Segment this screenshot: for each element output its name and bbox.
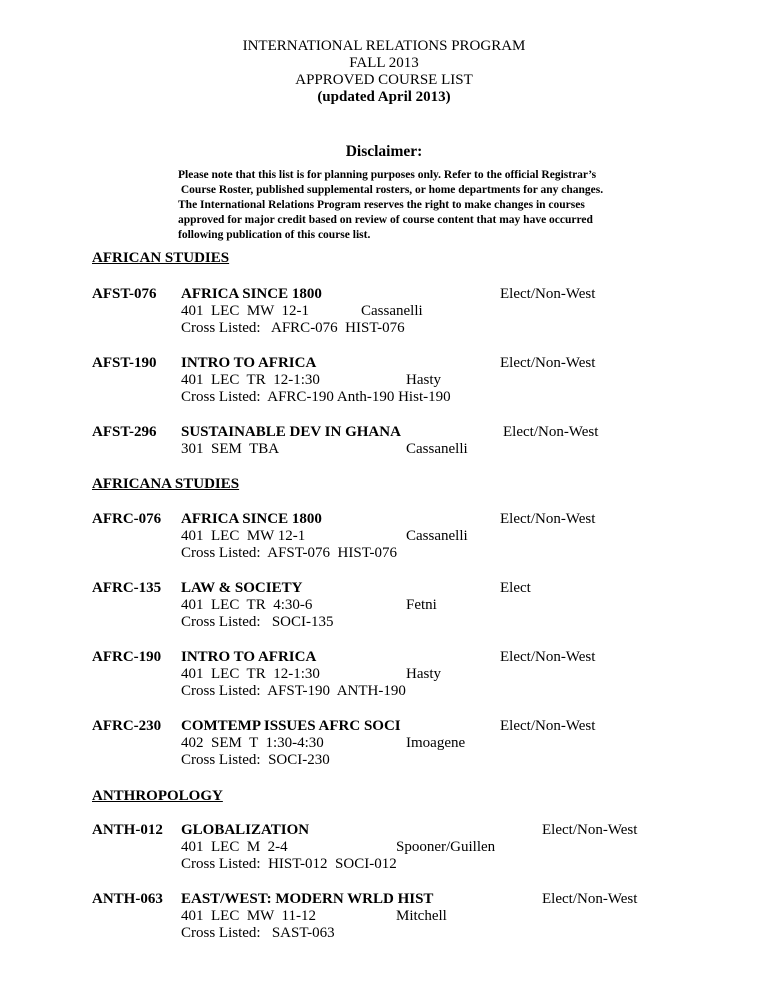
course-details: 401 LEC MW 11-12 xyxy=(181,908,316,924)
course-instructor: Fetni xyxy=(406,597,437,613)
disclaimer-line: Course Roster, published supplemental rosters, or home departments for any changes. xyxy=(178,184,604,196)
course-title: AFRICA SINCE 1800 xyxy=(181,286,322,302)
elect-status: Elect/Non-West xyxy=(500,511,596,527)
course-details: 401 LEC TR 4:30-6 xyxy=(181,597,313,613)
course-entry xyxy=(181,424,401,458)
course-code: AFRC-135 xyxy=(92,580,162,596)
course-details: 401 LEC TR 12-1:30 xyxy=(181,372,320,388)
course-entry xyxy=(181,718,401,769)
disclaimer-title: Disclaimer: xyxy=(345,143,423,160)
course-entry xyxy=(181,822,397,873)
course-code: AFRC-076 xyxy=(92,511,162,527)
section-heading: AFRICAN STUDIES xyxy=(92,250,230,266)
elect-status: Elect/Non-West xyxy=(500,286,596,302)
course-instructor: Cassanelli xyxy=(406,528,468,544)
disclaimer-line: The International Relations Program reserves the right to make changes in courses xyxy=(178,199,585,211)
course-details: 401 LEC TR 12-1:30 xyxy=(181,666,320,682)
course-entry xyxy=(181,580,334,631)
section-heading: ANTHROPOLOGY xyxy=(92,788,223,804)
course-instructor: Imoagene xyxy=(406,735,466,751)
course-title: INTRO TO AFRICA xyxy=(181,649,317,665)
section-heading: AFRICANA STUDIES xyxy=(92,476,240,492)
course-cross-listed: Cross Listed: HIST-012 SOCI-012 xyxy=(181,856,397,872)
term: FALL 2013 xyxy=(349,55,419,71)
course-instructor: Spooner/Guillen xyxy=(396,839,496,855)
course-title: LAW & SOCIETY xyxy=(181,580,303,596)
course-instructor: Hasty xyxy=(406,372,441,388)
course-cross-listed: Cross Listed: SOCI-135 xyxy=(181,614,334,630)
course-entry xyxy=(181,649,406,700)
course-title: GLOBALIZATION xyxy=(181,822,310,838)
course-details: 301 SEM TBA xyxy=(181,441,280,457)
program-title: INTERNATIONAL RELATIONS PROGRAM xyxy=(242,38,526,54)
course-instructor: Mitchell xyxy=(396,908,447,924)
disclaimer-line: Please note that this list is for planning purposes only. Refer to the official Registrar’s xyxy=(178,169,597,181)
elect-status: Elect/Non-West xyxy=(500,649,596,665)
course-instructor: Cassanelli xyxy=(361,303,423,319)
course-entry xyxy=(181,511,397,562)
course-details: 401 LEC MW 12-1 xyxy=(181,528,306,544)
course-details: 401 LEC MW 12-1 xyxy=(181,303,310,319)
course-title: COMTEMP ISSUES AFRC SOCI xyxy=(181,718,401,734)
course-code: AFST-190 xyxy=(92,355,157,371)
course-code: AFRC-230 xyxy=(92,718,162,734)
course-cross-listed: Cross Listed: AFST-076 HIST-076 xyxy=(181,545,398,561)
elect-status: Elect/Non-West xyxy=(542,891,638,907)
course-title: AFRICA SINCE 1800 xyxy=(181,511,322,527)
course-details: 402 SEM T 1:30-4:30 xyxy=(181,735,324,751)
elect-status: Elect/Non-West xyxy=(503,424,599,440)
elect-status: Elect/Non-West xyxy=(500,355,596,371)
course-title: EAST/WEST: MODERN WRLD HIST xyxy=(181,891,434,907)
course-details: 401 LEC M 2-4 xyxy=(181,839,288,855)
course-cross-listed: Cross Listed: SAST-063 xyxy=(181,925,335,941)
course-cross-listed: Cross Listed: AFRC-190 Anth-190 Hist-190 xyxy=(181,389,451,405)
course-title: SUSTAINABLE DEV IN GHANA xyxy=(181,424,401,440)
course-cross-listed: Cross Listed: AFST-190 ANTH-190 xyxy=(181,683,406,699)
disclaimer-body xyxy=(178,168,698,243)
course-code: AFST-296 xyxy=(92,424,157,440)
updated-note: (updated April 2013) xyxy=(317,89,451,105)
elect-status: Elect xyxy=(500,580,531,596)
course-cross-listed: Cross Listed: SOCI-230 xyxy=(181,752,330,768)
disclaimer-line: following publication of this course list. xyxy=(178,229,371,241)
elect-status: Elect/Non-West xyxy=(500,718,596,734)
course-code: AFST-076 xyxy=(92,286,157,302)
disclaimer-line: approved for major credit based on review of course content that may have occurred xyxy=(178,214,593,226)
course-instructor: Hasty xyxy=(406,666,441,682)
course-code: ANTH-012 xyxy=(92,822,163,838)
course-code: AFRC-190 xyxy=(92,649,162,665)
list-title: APPROVED COURSE LIST xyxy=(295,72,473,88)
course-code: ANTH-063 xyxy=(92,891,163,907)
course-title: INTRO TO AFRICA xyxy=(181,355,317,371)
course-instructor: Cassanelli xyxy=(406,441,468,457)
elect-status: Elect/Non-West xyxy=(542,822,638,838)
course-cross-listed: Cross Listed: AFRC-076 HIST-076 xyxy=(181,320,405,336)
